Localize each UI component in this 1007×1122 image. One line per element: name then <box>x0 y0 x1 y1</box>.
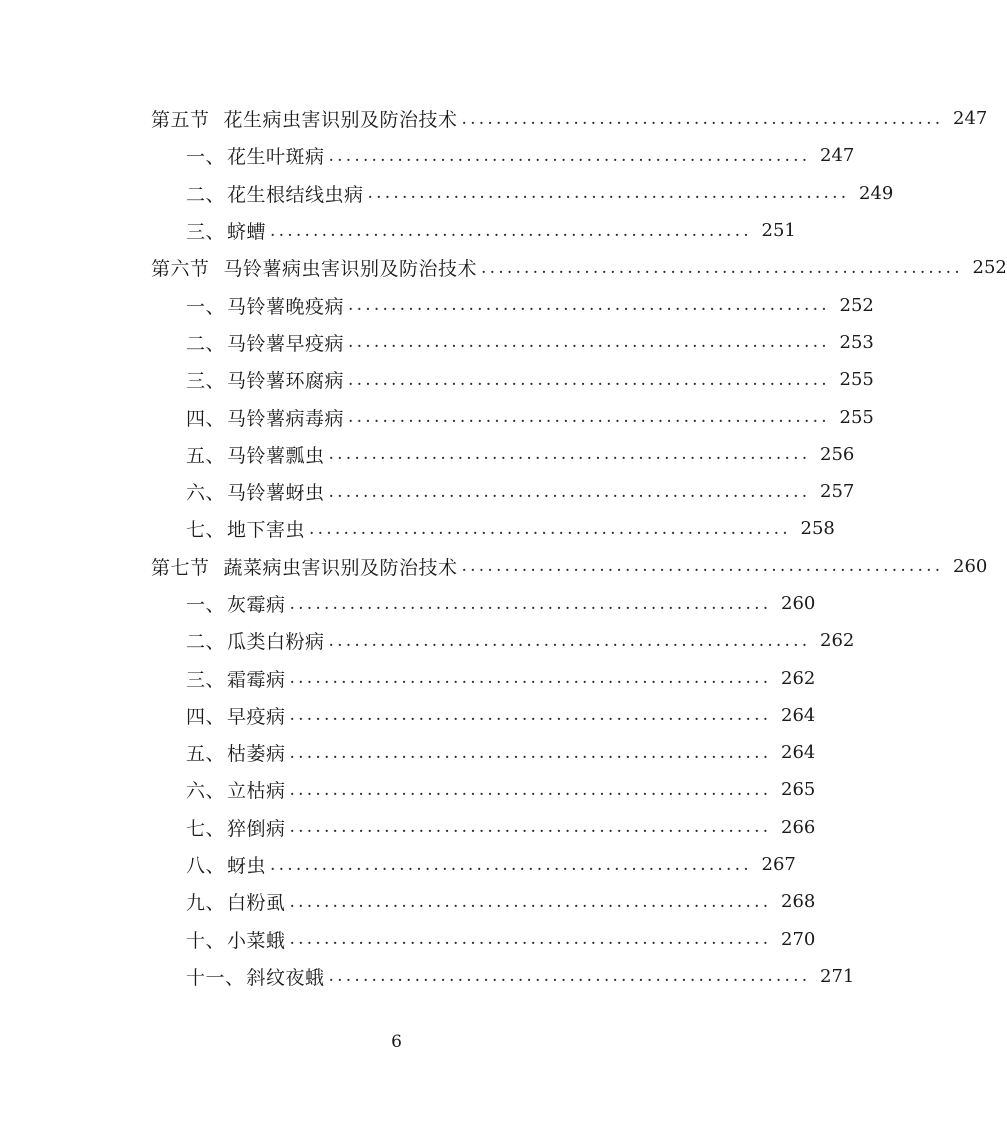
item-title: 马铃薯环腐病 <box>227 370 345 393</box>
table-of-contents <box>0 100 1007 995</box>
leader-dots: ........................................................ <box>461 108 944 129</box>
item-number: 八、 <box>186 855 226 878</box>
leader-dots: ........................................................ <box>328 145 811 166</box>
toc-item-row <box>0 771 816 808</box>
leader-dots: ........................................................ <box>289 779 772 800</box>
item-title: 霜霉病 <box>227 668 286 691</box>
toc-page-number: 252 <box>972 257 1007 279</box>
item-number: 七、 <box>186 817 226 840</box>
toc-item-row <box>0 697 816 734</box>
toc-entry-label <box>186 814 286 841</box>
item-title: 地下害虫 <box>227 519 306 542</box>
toc-page-number: 267 <box>761 854 796 876</box>
item-title: 枯萎病 <box>227 743 286 766</box>
toc-entry-label <box>186 926 286 953</box>
leader-dots: ........................................................ <box>289 705 772 726</box>
item-number: 四、 <box>186 407 226 430</box>
toc-page-number: 252 <box>839 294 874 316</box>
item-number: 三、 <box>186 668 226 691</box>
toc-item-row <box>0 473 855 510</box>
item-title: 瓜类白粉病 <box>227 631 325 654</box>
toc-entry-label <box>186 627 325 654</box>
item-title: 马铃薯晚疫病 <box>227 295 345 318</box>
toc-item-row <box>0 883 816 920</box>
leader-dots: ........................................................ <box>328 966 811 987</box>
toc-page-number: 268 <box>781 891 816 913</box>
toc-page-number: 256 <box>820 443 855 465</box>
toc-item-row <box>0 212 796 249</box>
item-title: 马铃薯早疫病 <box>227 332 345 355</box>
leader-dots: ........................................................ <box>289 593 772 614</box>
toc-entry-label <box>186 963 325 990</box>
item-number: 六、 <box>186 482 226 505</box>
item-title: 立枯病 <box>227 780 286 803</box>
toc-entry-label <box>186 665 286 692</box>
toc-entry-label <box>186 366 344 393</box>
toc-item-row <box>0 809 816 846</box>
section-title: 花生病虫害识别及防治技术 <box>223 109 458 132</box>
toc-page-number: 253 <box>839 331 874 353</box>
item-number: 二、 <box>186 183 226 206</box>
toc-page-number: 257 <box>820 481 855 503</box>
toc-page-number: 260 <box>781 593 816 614</box>
section-number: 第七节 <box>151 556 210 579</box>
item-number: 五、 <box>186 444 226 467</box>
toc-entry-label <box>186 776 286 803</box>
toc-item-row <box>0 585 816 622</box>
toc-page-number: 264 <box>781 742 816 764</box>
toc-item-row <box>0 846 796 883</box>
item-number: 五、 <box>186 743 226 766</box>
toc-page-number: 266 <box>781 816 816 838</box>
leader-dots: ........................................................ <box>328 630 811 651</box>
item-title: 花生根结线虫病 <box>227 183 364 206</box>
toc-page-number: 247 <box>820 145 855 167</box>
toc-entry-label <box>186 217 266 244</box>
toc-section-row <box>0 100 988 137</box>
item-title: 马铃薯蚜虫 <box>227 482 325 505</box>
toc-entry-label <box>186 590 286 617</box>
toc-item-row <box>0 958 855 995</box>
item-title: 小菜蛾 <box>227 929 286 952</box>
toc-entry-label <box>186 441 325 468</box>
toc-page-number: 258 <box>800 518 835 540</box>
leader-dots: ........................................................ <box>481 257 963 278</box>
item-number: 一、 <box>186 594 226 616</box>
toc-item-row <box>0 286 874 323</box>
toc-page-number: 265 <box>781 779 816 801</box>
section-title: 蔬菜病虫害识别及防治技术 <box>223 556 458 579</box>
toc-entry-label <box>186 142 325 169</box>
item-title: 蚜虫 <box>227 855 267 878</box>
toc-page-number: 262 <box>781 667 816 689</box>
leader-dots: ........................................................ <box>270 220 752 241</box>
item-number: 七、 <box>186 519 226 542</box>
item-title: 马铃薯病毒病 <box>227 407 345 430</box>
item-title: 白粉虱 <box>227 892 286 915</box>
toc-entry-label <box>186 702 286 729</box>
item-number: 三、 <box>186 370 226 393</box>
item-number: 一、 <box>186 146 226 169</box>
item-number: 一、 <box>186 295 226 318</box>
leader-dots: ........................................................ <box>348 369 830 390</box>
section-number: 第六节 <box>151 258 210 281</box>
toc-page-number: 251 <box>761 220 796 242</box>
toc-item-row <box>0 659 816 696</box>
toc-entry-label <box>151 553 458 580</box>
toc-item-row <box>0 324 874 361</box>
toc-entry-label <box>186 478 325 505</box>
toc-page-number: 260 <box>953 555 988 577</box>
toc-item-row <box>0 137 855 174</box>
item-number: 二、 <box>186 631 226 654</box>
item-title: 蛴螬 <box>227 221 267 244</box>
toc-page-number: 271 <box>820 965 855 987</box>
leader-dots: ........................................................ <box>309 518 791 539</box>
toc-entry-label <box>186 888 286 915</box>
item-number: 二、 <box>186 332 226 355</box>
toc-item-row <box>0 622 855 659</box>
item-number: 六、 <box>186 780 226 803</box>
item-title: 斜纹夜蛾 <box>246 966 325 989</box>
leader-dots: ........................................................ <box>289 817 772 838</box>
leader-dots: ........................................................ <box>289 668 772 689</box>
leader-dots: ........................................................ <box>289 929 772 950</box>
toc-item-row <box>0 921 816 958</box>
leader-dots: ........................................................ <box>348 332 830 353</box>
toc-page-number: 262 <box>820 630 855 652</box>
toc-entry-label <box>151 254 477 281</box>
toc-entry-label <box>186 515 305 542</box>
toc-page-number: 264 <box>781 704 816 726</box>
toc-entry-label <box>186 739 286 766</box>
toc-item-row <box>0 175 894 212</box>
item-title: 马铃薯瓢虫 <box>227 444 325 467</box>
leader-dots: ........................................................ <box>289 742 772 763</box>
leader-dots: ........................................................ <box>289 891 772 912</box>
toc-entry-label <box>186 851 266 878</box>
item-number: 三、 <box>186 221 226 244</box>
page-number: 6 <box>391 1032 402 1052</box>
section-title: 马铃薯病虫害识别及防治技术 <box>223 258 478 281</box>
toc-page-number: 270 <box>781 928 816 950</box>
toc-page-number: 249 <box>859 182 894 204</box>
leader-dots: ........................................................ <box>348 407 830 428</box>
toc-item-row <box>0 361 874 398</box>
leader-dots: ........................................................ <box>270 854 752 875</box>
toc-page-number: 255 <box>839 369 874 391</box>
toc-item-row <box>0 734 816 771</box>
item-number: 十一、 <box>186 966 245 989</box>
leader-dots: ........................................................ <box>348 295 830 316</box>
toc-entry-label <box>186 292 344 319</box>
leader-dots: ........................................................ <box>367 183 850 204</box>
toc-item-row <box>0 510 835 547</box>
toc-item-row <box>0 398 874 435</box>
toc-entry-label <box>186 180 364 207</box>
toc-section-row <box>0 548 988 585</box>
leader-dots: ........................................................ <box>328 444 811 465</box>
toc-page-number: 255 <box>839 406 874 428</box>
toc-item-row <box>0 436 855 473</box>
item-title: 早疫病 <box>227 705 286 728</box>
item-number: 四、 <box>186 705 226 728</box>
toc-entry-label <box>186 329 344 356</box>
item-title: 灰霉病 <box>227 594 286 616</box>
section-number: 第五节 <box>151 109 210 132</box>
item-number: 九、 <box>186 892 226 915</box>
leader-dots: ........................................................ <box>461 556 944 577</box>
item-title: 花生叶斑病 <box>227 146 325 169</box>
toc-section-row <box>0 249 1007 286</box>
item-title: 猝倒病 <box>227 817 286 840</box>
leader-dots: ........................................................ <box>328 481 811 502</box>
toc-entry-label <box>186 404 344 431</box>
item-number: 十、 <box>186 929 226 952</box>
toc-page-number: 247 <box>953 108 988 130</box>
toc-entry-label <box>151 105 458 132</box>
